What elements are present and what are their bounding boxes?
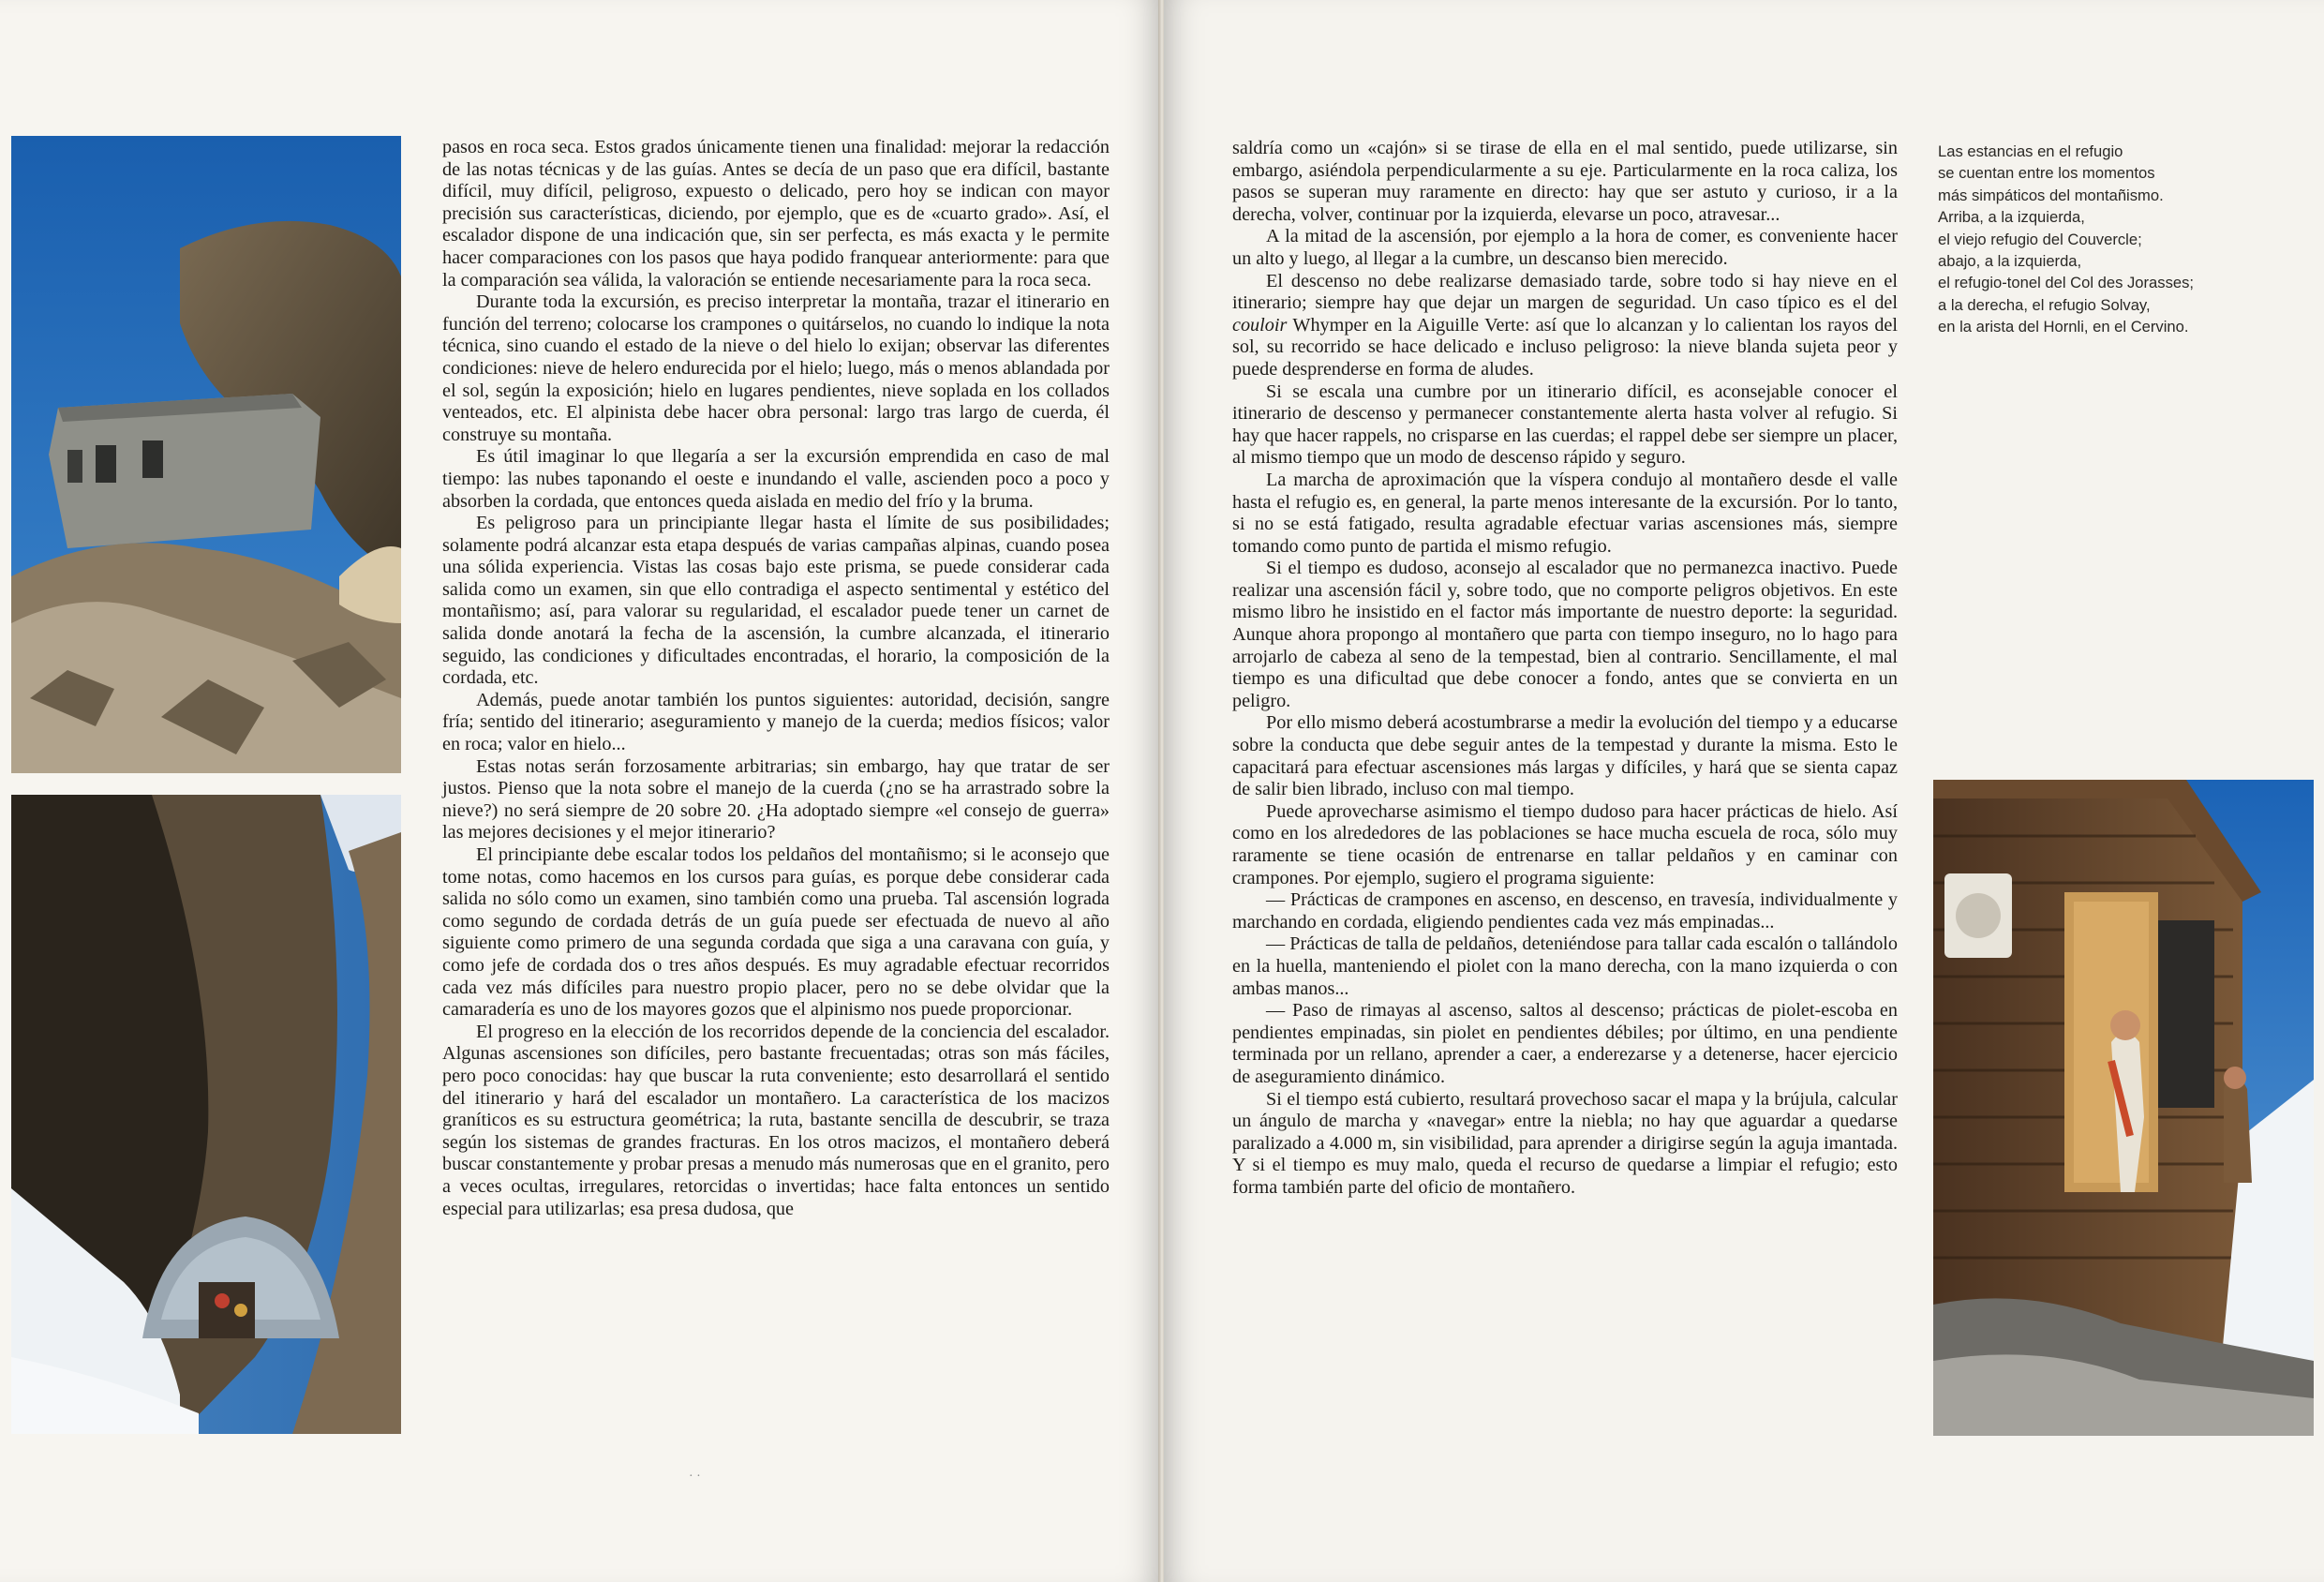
photo-jorasses-barrel-hut	[11, 795, 401, 1434]
paragraph: El progreso en la elección de los recorridos depende de la conciencia del escalador. Algunas ascensiones son difíciles, pero bastante frecuentadas; otras son más fáciles, pero poco conocidas: hay que buscar la ruta conveniente; esto desarrollará el sentido del itinerario y hará del escalador un montañero. La característica de los macizos graníticos es su estructura geométrica; la ruta, bastante sencilla de descubrir, se traza según los sistemas de grandes fracturas. En los otros macizos, el montañero deberá buscar constantemente y probar presas a menudo más numerosas que en el granito, pero a veces ocultas, irregulares, retorcidas o invertidas; hace falta entonces un sentido especial para utilizarlas; esa presa dudosa, que	[442, 1021, 1110, 1219]
paragraph: Puede aprovecharse asimismo el tiempo dudoso para hacer prácticas de hielo. Así como en los alrededores de las poblaciones se hace mucha escuela de roca, sólo muy raramente se tiene ocasión de entrenarse en tallar peldaños y en caminar con crampones. Por ejemplo, sugiero el programa siguiente:	[1232, 800, 1898, 888]
photo-couvercle-refuge	[11, 136, 401, 773]
paragraph-text: Whymper en la Aiguille Verte: así que lo alcanzan y lo calientan los rayos del sol, su recorrido se hace delicado e incluso peligroso: la nieve blanda sujeta peor y puede desprenderse en forma de aludes.	[1232, 314, 1898, 380]
caption-line: el viejo refugio del Couvercle;	[1938, 230, 2142, 248]
paragraph-text: El descenso no debe realizarse demasiado tarde, sobre todo si hay nieve en el itinerario; siempre hay que dejar un margen de seguridad. Un caso típico es el del	[1232, 270, 1898, 314]
paragraph: Si el tiempo está cubierto, resultará provechoso sacar el mapa y la brújula, calcular un ángulo de marcha y «navegar» entre la niebla; no hay que aguardar a quedarse paralizado a 4.000 m, sin visibilidad, para aprender a dirigirse según la aguja imantada. Y si el tiempo es muy malo, queda el recurso de quedarse a limpiar el refugio; esto forma también parte del oficio de montañero.	[1232, 1088, 1898, 1198]
caption-line: Las estancias en el refugio	[1938, 142, 2123, 160]
paragraph: saldría como un «cajón» si se tirase de ella en el mal sentido, puede utilizarse, sin embargo, asiéndola perpendicularmente a su eje. Particularmente en la roca caliza, los pasos se superan muy raramente en directo: hay que ser astuto y curioso, ir a la derecha, volver, continuar por la izquierda, elevarse un poco, atravesar...	[1232, 138, 1898, 225]
paragraph: Estas notas serán forzosamente arbitrarias; sin embargo, hay que tratar de ser justos. Pienso que la nota sobre el manejo de la cuerda (¿no se ha arrastrado sobre la nieve?) no será siempre de 20 sobre 20. ¿Ha adoptado siempre «el consejo de guerra» las mejores decisiones y el mejor itinerario?	[442, 755, 1110, 843]
caption-line: Arriba, a la izquierda,	[1938, 208, 2085, 227]
paragraph: Si se escala una cumbre por un itinerario difícil, es aconsejable conocer el itinerario de descenso y permanecer constantemente alerta hasta volver al refugio. Si hay que hacer rappels, no crisparse en las cuerdas; el rappel debe ser siempre un placer, al mismo tiempo que un modo de descenso rápido y seguro.	[1232, 381, 1898, 469]
paragraph: El principiante debe escalar todos los peldaños del montañismo; si le aconsejo que tome notas, como hacemos en los cursos para guías, es porque debe considerar cada salida no sólo como un examen, sino también como una prueba. Tal ascensión lograda como segundo de cordada detrás de un guía puede ser efectuada de nuevo al año siguiente como primero de una segunda cordada que siga a una caravana con guía, y como jefe de cordada dos o tres años después. Es muy agradable efectuar recorridos cada vez más difíciles para nuestro propio placer, pero no se debe olvidar que la camaradería es uno de los mayores gozos que el alpinismo nos puede proporcionar.	[442, 844, 1110, 1021]
paragraph: — Prácticas de crampones en ascenso, en descenso, en travesía, individualmente y marchando en cordada, eligiendo pendientes cada vez más empinadas...	[1232, 889, 1898, 933]
paragraph: — Paso de rimayas al ascenso, saltos al descenso; prácticas de piolet-escoba en pendientes empinadas, sin piolet en pendientes débiles; por último, en una pendiente terminada por un rellano, aprender a caer, a enderezarse y a detenerse, hacer ejercicio de aseguramiento dinámico.	[1232, 1000, 1898, 1087]
paragraph	[1232, 271, 1898, 381]
right-page	[1164, 0, 2324, 1582]
italic-term: couloir	[1232, 314, 1288, 336]
right-text-column	[1232, 138, 1898, 1200]
photo-caption	[1938, 141, 2313, 338]
paragraph: — Prácticas de talla de peldaños, deteniéndose para tallar cada escalón o tallándolo en la huella, manteniendo el piolet con la mano derecha, con la mano izquierda o con ambas manos...	[1232, 933, 1898, 999]
paragraph: Es útil imaginar lo que llegaría a ser la excursión emprendida en caso de mal tiempo: las nubes taponando el oeste e inundando el valle, ascienden poco a poco y absorben la cordada, que entonces queda aislada en medio del frío y la bruma.	[442, 446, 1110, 512]
left-text-column	[442, 137, 1110, 1220]
paragraph: Si el tiempo es dudoso, aconsejo al escalador que no permanezca inactivo. Puede realizar una ascensión fácil y, sobre todo, que no comporte peligros objetivos. En este mismo libro he insistido en el factor más importante de nuestro deporte: la seguridad. Aunque ahora propongo al montañero que parta con tiempo inseguro, no lo hago para arrojarlo de cabeza al seno de la tempestad, bien al contrario. Sencillamente, el mal tiempo es una dificultad que debe conocer a fondo, antes que se convierta en un peligro.	[1232, 558, 1898, 711]
paragraph: pasos en roca seca. Estos grados únicamente tienen una finalidad: mejorar la redacción de las notas técnicas y de las guías. Antes se decía de un paso que era difícil, bastante difícil, muy difícil, peligroso, expuesto o delicado, pero hoy se indican con mayor precisión sus características, diciendo, por ejemplo, que es de «cuarto grado». Así, el escalador dispone de una indicación que, sin ser perfecta, es más exacta y le permite hacer comparaciones con los pasos que haya podido franquear anteriormente: para que la comparación sea válida, la valoración se entiende necesariamente para la roca seca.	[442, 137, 1110, 291]
left-page	[0, 0, 1160, 1582]
caption-line: abajo, a la izquierda,	[1938, 252, 2082, 271]
caption-line: el refugio-tonel del Col des Jorasses;	[1938, 274, 2195, 292]
caption-line: más simpáticos del montañismo.	[1938, 186, 2164, 204]
paragraph: La marcha de aproximación que la víspera condujo al montañero desde el valle hasta el refugio es, en general, la parte menos interesante de la excursión. Por lo tanto, si no se está fatigado, resulta agradable efectuar varias ascensiones más, siempre tomando como punto de partida el mismo refugio.	[1232, 469, 1898, 557]
caption-line: se cuentan entre los momentos	[1938, 164, 2155, 183]
caption-line: en la arista del Hornli, en el Cervino.	[1938, 318, 2189, 336]
paragraph: Durante toda la excursión, es preciso interpretar la montaña, trazar el itinerario en función del terreno; colocarse los crampones o quitárselos, no cuando lo indique la nota técnica, sino cuando el estado de la nieve o del hielo lo exijan; observar las diferentes condiciones: nieve de helero endurecida por el hielo; luego, más o menos ablandada por el sol, según la exposición; hielo en lugares pendientes, nieve soplada en los collados venteados, etc. El alpinista debe hacer obra personal: largo tras largo de cuerda, él construye su montaña.	[442, 291, 1110, 445]
print-mark: · ·	[689, 1470, 701, 1484]
paragraph: Es peligroso para un principiante llegar hasta el límite de sus posibilidades; solamente podrá alcanzar esta etapa después de varias campañas alpinas, cuando posea una sólida experiencia. Vistas las cosas bajo este prisma, se puede considerar cada salida como un examen, sin que ello contradiga el aspecto sentimental y estético del montañismo; así, para valorar su regularidad, el escalador puede tener un carnet de salida donde anotará la fecha de la ascensión, la cumbre alcanzada, el itinerario seguido, las condiciones y dificultades encontradas, el horario, la composición de la cordada, etc.	[442, 513, 1110, 689]
paragraph: Por ello mismo deberá acostumbrarse a medir la evolución del tiempo y a educarse sobre la conducta que debe seguir antes de la tempestad y durante la misma. Esto le capacitará para efectuar ascensiones más largas y difíciles, y hará que se sienta capaz de salir bien librado, incluso con mal tiempo.	[1232, 712, 1898, 800]
photo-solvay-refuge	[1933, 780, 2314, 1436]
paragraph: Además, puede anotar también los puntos siguientes: autoridad, decisión, sangre fría; sentido del itinerario; aseguramiento y manejo de la cuerda; medios físicos; valor en roca; valor en hielo...	[442, 689, 1110, 755]
paragraph: A la mitad de la ascensión, por ejemplo a la hora de comer, es conveniente hacer un alto y luego, al llegar a la cumbre, un descanso bien merecido.	[1232, 226, 1898, 269]
caption-line: a la derecha, el refugio Solvay,	[1938, 295, 2151, 314]
